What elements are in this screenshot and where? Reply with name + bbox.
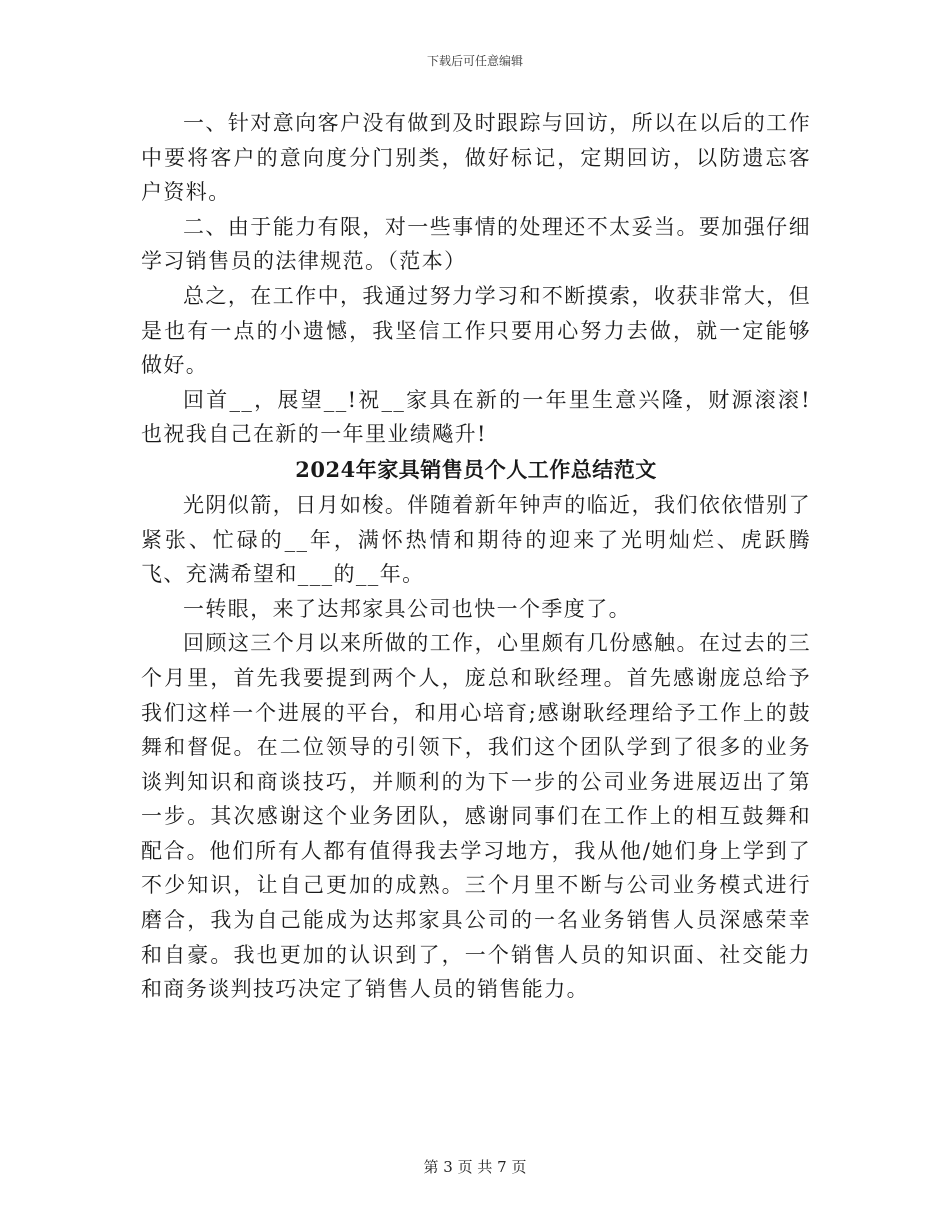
paragraph-6: 一转眼，来了达邦家具公司也快一个季度了。 [183, 596, 631, 621]
paragraph-4: 回首__，展望__!祝__家具在新的一年里生意兴隆，财源滚滚!也祝我自己在新的一年里业绩飚升! [141, 387, 811, 447]
section-title: 2024年家具销售员个人工作总结范文 [295, 456, 657, 482]
paragraph-5: 光阴似箭，日月如梭。伴随着新年钟声的临近，我们依依惜别了紧张、忙碌的__年，满怀热情和期待的迎来了光明灿烂、虎跃腾飞、充满希望和___的__年。 [141, 492, 811, 587]
paragraph-2: 二、由于能力有限，对一些事情的处理还不太妥当。要加强仔细学习销售员的法律规范。（范本） [141, 214, 811, 274]
document-body [141, 106, 811, 1007]
paragraph-7: 回顾这三个月以来所做的工作，心里颇有几份感触。在过去的三个月里，首先我要提到两个人，庞总和耿经理。首先感谢庞总给予我们这样一个进展的平台，和用心培育;感谢耿经理给予工作上的鼓舞和督促。在二位领导的引领下，我们这个团队学到了很多的业务谈判知识和商谈技巧，并顺利的为下一步的公司业务进展迈出了第一步。其次感谢这个业务团队，感谢同事们在工作上的相互鼓舞和配合。他们所有人都有值得我去学习地方，我从他/她们身上学到了不少知识，让自己更加的成熟。三个月里不断与公司业务模式进行磨合，我为自己能成为达邦家具公司的一名业务销售人员深感荣幸和自豪。我也更加的认识到了，一个销售人员的知识面、社交能力和商务谈判技巧决定了销售人员的销售能力。 [141, 631, 811, 1002]
paragraph-3: 总之，在工作中，我通过努力学习和不断摸索，收获非常大，但是也有一点的小遗憾，我坚信工作只要用心努力去做，就一定能够做好。 [141, 283, 811, 378]
paragraph-1: 一、针对意向客户没有做到及时跟踪与回访，所以在以后的工作中要将客户的意向度分门别类，做好标记，定期回访，以防遗忘客户资料。 [141, 111, 811, 205]
page-header-note: 下载后可任意编辑 [426, 54, 523, 68]
page-footer-number: 第 3 页 共 7 页 [423, 1158, 527, 1176]
